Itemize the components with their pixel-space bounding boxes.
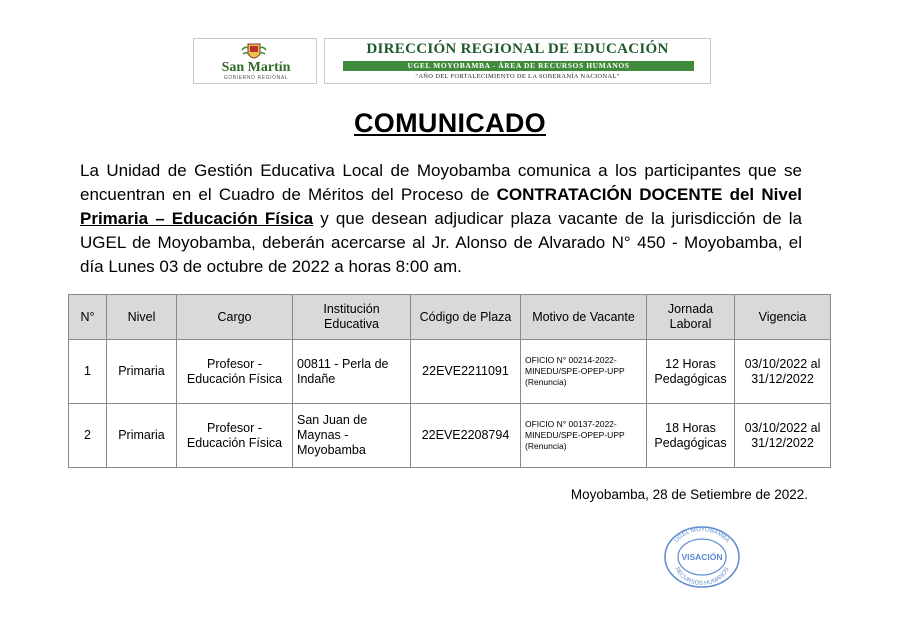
- column-header: N°: [69, 295, 107, 340]
- column-header: Vigencia: [735, 295, 831, 340]
- column-header: Motivo de Vacante: [521, 295, 647, 340]
- table-cell: 2: [69, 404, 107, 468]
- table-cell: Profesor - Educación Física: [177, 340, 293, 404]
- column-header: Cargo: [177, 295, 293, 340]
- dre-banner: [324, 38, 711, 84]
- table-row: [69, 340, 831, 404]
- vacancy-table: [68, 294, 831, 468]
- ugel-band: UGEL MOYOBAMBA - ÁREA DE RECURSOS HUMANOS: [343, 61, 694, 71]
- table-cell: 12 Horas Pedagógicas: [647, 340, 735, 404]
- table-cell: Primaria: [107, 340, 177, 404]
- announcement-paragraph: [80, 159, 802, 279]
- table-cell: OFICIO N° 00214-2022-MINEDU/SPE-OPEP-UPP (Renuncia): [521, 340, 647, 404]
- visacion-stamp: [662, 525, 742, 589]
- table-cell: Profesor - Educación Física: [177, 404, 293, 468]
- svg-text:RECURSOS HUMANOS: [673, 567, 730, 587]
- place-date: Moyobamba, 28 de Setiembre de 2022.: [570, 487, 808, 502]
- table-cell: 00811 - Perla de Indañe: [293, 340, 411, 404]
- stamp-center-text: VISACIÓN: [681, 552, 723, 562]
- paragraph-text-1: La Unidad de Gestión Educativa Local de Moyobamba comunica a los participantes que se encuentran en el Cuadro de Méritos del Proceso de: [80, 161, 802, 204]
- dre-title: DIRECCIÓN REGIONAL DE EDUCACIÓN: [366, 41, 669, 57]
- table-cell: 1: [69, 340, 107, 404]
- svg-text:UGEL MOYOBAMBA: [674, 527, 730, 544]
- stamp-ring-top: UGEL MOYOBAMBA: [673, 526, 731, 545]
- logo-name: San Martín: [221, 60, 291, 75]
- san-martin-logo: [193, 38, 317, 84]
- table-cell: 18 Horas Pedagógicas: [647, 404, 735, 468]
- letterhead: [193, 38, 711, 84]
- table-row: [69, 404, 831, 468]
- table-cell: Primaria: [107, 404, 177, 468]
- column-header: Nivel: [107, 295, 177, 340]
- page-title: COMUNICADO: [354, 108, 546, 138]
- logo-subtitle: GOBIERNO REGIONAL: [223, 75, 289, 81]
- table-cell: OFICIO N° 00137-2022-MINEDU/SPE-OPEP-UPP (Renuncia): [521, 404, 647, 468]
- table-cell: 22EVE2211091: [411, 340, 521, 404]
- column-header: Jornada Laboral: [647, 295, 735, 340]
- stamp-ring-bottom: RECURSOS HUMANOS: [673, 566, 731, 588]
- table-cell: 03/10/2022 al 31/12/2022: [735, 340, 831, 404]
- table-cell: 03/10/2022 al 31/12/2022: [735, 404, 831, 468]
- table-header-row: [69, 295, 831, 340]
- column-header: Institución Educativa: [293, 295, 411, 340]
- paragraph-bold: CONTRATACIÓN DOCENTE del Nivel: [496, 185, 802, 204]
- column-header: Código de Plaza: [411, 295, 521, 340]
- table-cell: 22EVE2208794: [411, 404, 521, 468]
- paragraph-bold-underline: Primaria – Educación Física: [80, 209, 314, 228]
- paragraph-text-2: y que desean adjudicar plaza vacante de la jurisdicción de la UGEL de Moyobamba, deberán acercarse al Jr. Alonso de Alvarado N° 450 - Moyobamba, el día Lunes 03 de octubre de 2022 a horas 8:00 am.: [80, 209, 802, 276]
- year-motto: "AÑO DEL FORTALECIMIENTO DE LA SOBERANÍA NACIONAL": [415, 73, 620, 80]
- table-cell: San Juan de Maynas - Moyobamba: [293, 404, 411, 468]
